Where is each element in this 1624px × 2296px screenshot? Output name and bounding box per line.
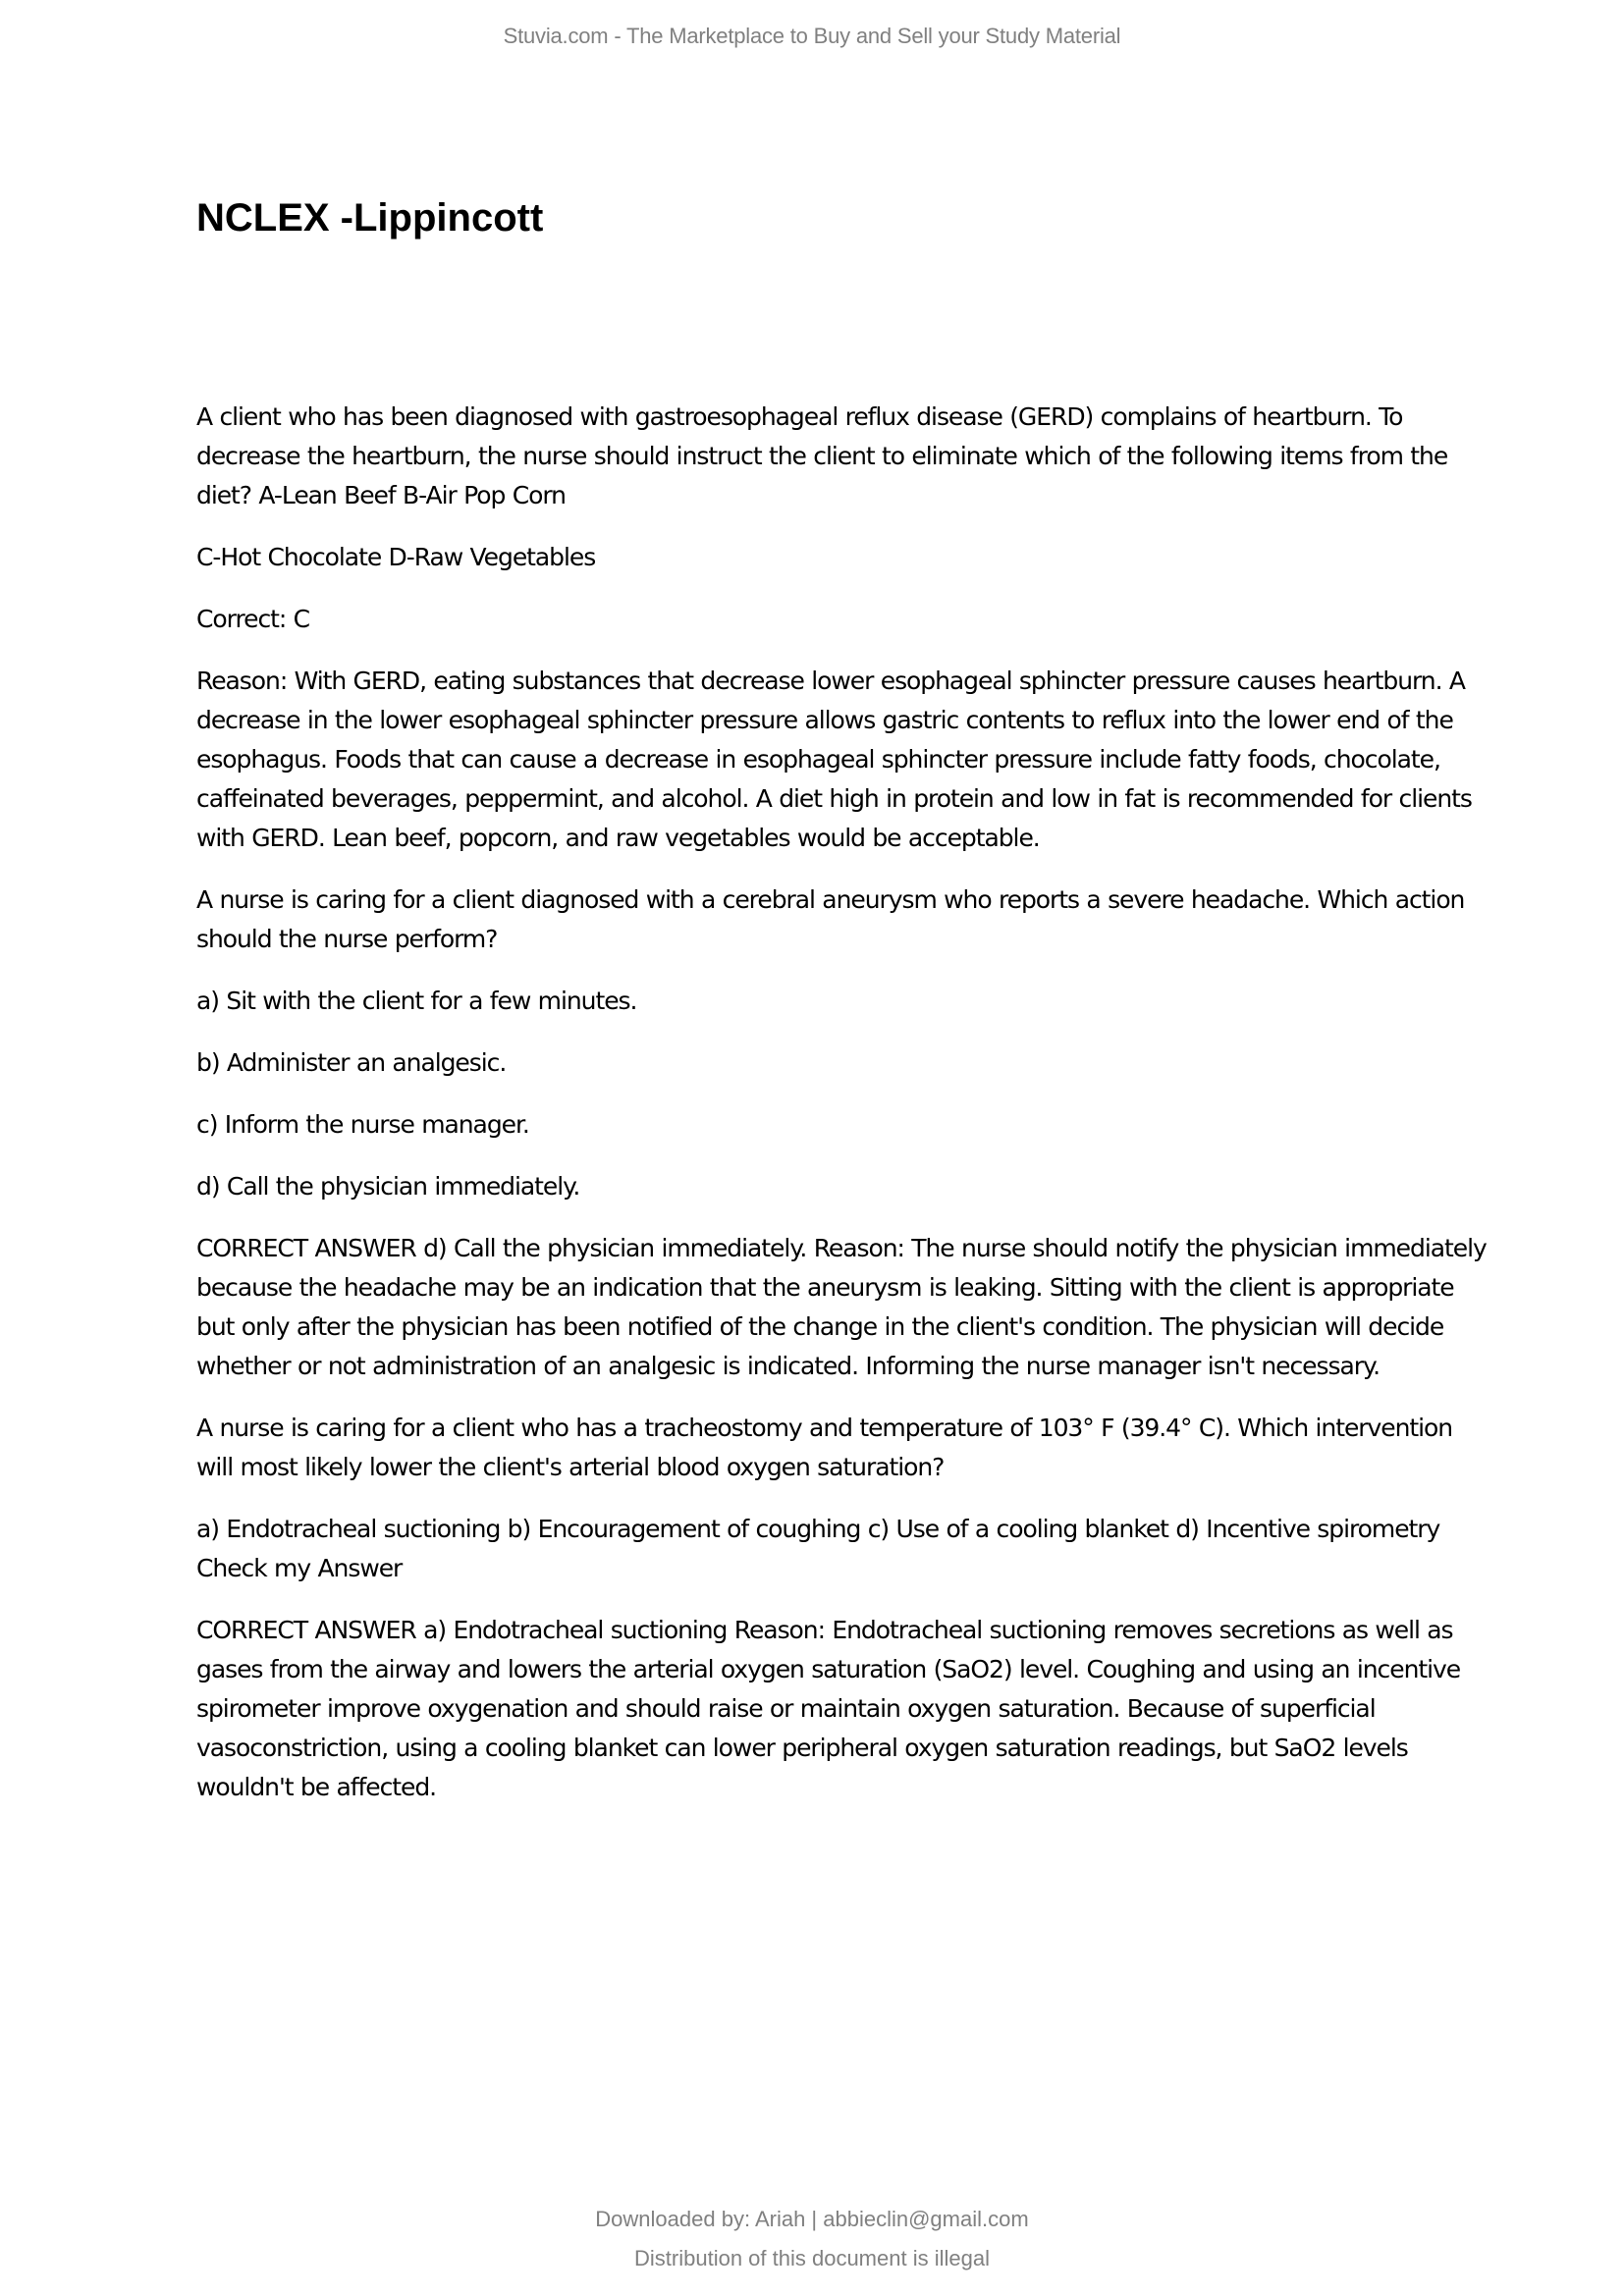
question-1-options: C-Hot Chocolate D-Raw Vegetables [196,543,596,571]
footer-downloaded-by: Downloaded by: Ariah | abbieclin@gmail.com [595,2207,1029,2231]
question-2-stem: A nurse is caring for a client diagnosed with a cerebral aneurysm who reports a severe headache. Which action should the nurse perform? [196,885,1465,953]
footer-distribution-notice: Distribution of this document is illegal [634,2246,990,2270]
question-3-answer-rationale: CORRECT ANSWER a) Endotracheal suctioning Reason: Endotracheal suctioning removes secretions as well as gases from the airway and lowers the arterial oxygen saturation (SaO2) level. Coughing and using an incentive spirometer improve oxygenation and should raise or maintain oxygen saturation. Because of superficial vasoconstriction, using a cooling blanket can lower peripheral oxygen saturation readings, but SaO2 levels wouldn't be affected. [196,1616,1461,1801]
question-3-stem: A nurse is caring for a client who has a tracheostomy and temperature of 103° F (39.4° C). Which intervention will most likely lower the client's arterial blood oxygen saturation? [196,1414,1453,1481]
header-watermark: Stuvia.com - The Marketplace to Buy and Sell your Study Material [503,24,1121,48]
document-body [196,398,1492,1830]
question-1-stem: A client who has been diagnosed with gastroesophageal reflux disease (GERD) complains of heartburn. To decrease the heartburn, the nurse should instruct the client to eliminate which of the following items from the diet? A-Lean Beef B-Air Pop Corn [196,402,1448,509]
question-2-option-c: c) Inform the nurse manager. [196,1110,529,1139]
question-2-option-b: b) Administer an analgesic. [196,1048,507,1077]
question-1-rationale: Reason: With GERD, eating substances that decrease lower esophageal sphincter pressure causes heartburn. A decrease in the lower esophageal sphincter pressure allows gastric contents to reflux into the lower end of the esophagus. Foods that can cause a decrease in esophageal sphincter pressure include fatty foods, chocolate, caffeinated beverages, peppermint, and alcohol. A diet high in protein and low in fat is recommended for clients with GERD. Lean beef, popcorn, and raw vegetables would be acceptable. [196,667,1472,852]
question-2-option-d: d) Call the physician immediately. [196,1172,580,1201]
question-3-options: a) Endotracheal suctioning b) Encouragement of coughing c) Use of a cooling blanket d) Incentive spirometry Check my Answer [196,1515,1440,1582]
document-title: NCLEX -Lippincott [196,196,544,240]
question-2-option-a: a) Sit with the client for a few minutes. [196,987,637,1015]
question-1-answer: Correct: C [196,605,310,633]
question-2-answer-rationale: CORRECT ANSWER d) Call the physician immediately. Reason: The nurse should notify the physician immediately because the headache may be an indication that the aneurysm is leaking. Sitting with the client is appropriate but only after the physician has been notified of the change in the client's condition. The physician will decide whether or not administration of an analgesic is indicated. Informing the nurse manager isn't necessary. [196,1234,1487,1380]
